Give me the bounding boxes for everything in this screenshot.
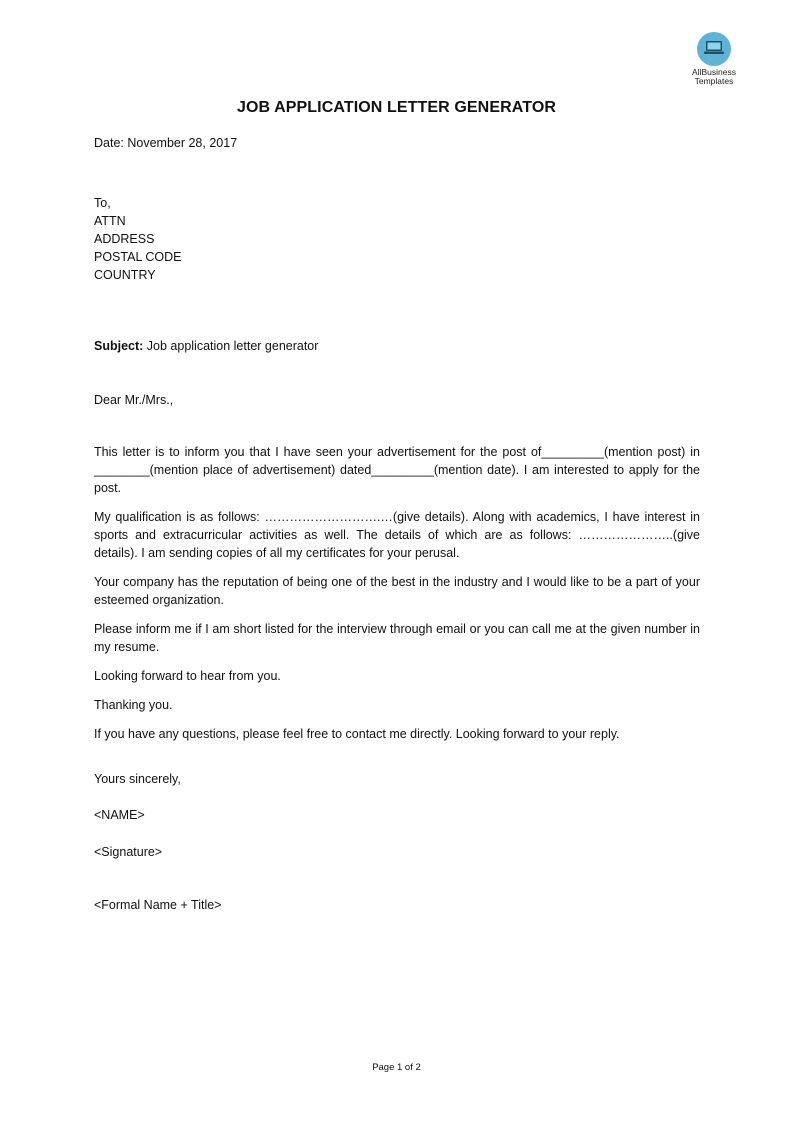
name-placeholder: <NAME> [94, 808, 145, 822]
closing: Yours sincerely, [94, 772, 181, 786]
address-line: COUNTRY [94, 268, 156, 282]
address-line: To, [94, 196, 111, 210]
logo-line-1: AllBusiness [692, 67, 736, 77]
letter-body [94, 443, 700, 754]
body-paragraph: This letter is to inform you that I have seen your advertisement for the post of_________(mention post) in ________(mention place of advertisement) dated_________(mention date). I am interested to apply for the post. [94, 445, 700, 495]
address-line: ADDRESS [94, 232, 155, 246]
address-line: ATTN [94, 214, 126, 228]
formal-name-placeholder: <Formal Name + Title> [94, 898, 222, 912]
address-line: POSTAL CODE [94, 250, 182, 264]
salutation: Dear Mr./Mrs., [94, 393, 174, 407]
logo-circle [697, 32, 731, 66]
subject-label: Subject: [94, 339, 144, 353]
allbusiness-logo [678, 32, 750, 86]
signature-placeholder: <Signature> [94, 845, 163, 859]
page-number: Page 1 of 2 [372, 1062, 421, 1073]
laptop-icon [703, 39, 725, 57]
subject-line [94, 337, 700, 355]
body-paragraph: My qualification is as follows: ……………………….…(give details). Along with academics, I have interest in sports and extracurricular activities as well. The details of which are as follows: …………………..(give details). I am sending copies of all my certificates for your perusal. [94, 510, 700, 560]
body-paragraph: Please inform me if I am short listed for the interview through email or you can call me at the given number in my resume. [94, 622, 700, 654]
document-title: JOB APPLICATION LETTER GENERATOR [236, 99, 557, 116]
recipient-address [94, 194, 700, 284]
body-paragraph: Your company has the reputation of being one of the best in the industry and I would like to be a part of your esteemed organization. [94, 575, 700, 607]
logo-text [678, 68, 750, 86]
body-paragraph: Thanking you. [94, 698, 173, 712]
letter-date: Date: November 28, 2017 [94, 136, 238, 150]
logo-line-2: Templates [694, 76, 734, 86]
body-paragraph: If you have any questions, please feel free to contact me directly. Looking forward to your reply. [94, 727, 620, 741]
body-paragraph: Looking forward to hear from you. [94, 669, 281, 683]
subject-text: Job application letter generator [143, 339, 319, 353]
